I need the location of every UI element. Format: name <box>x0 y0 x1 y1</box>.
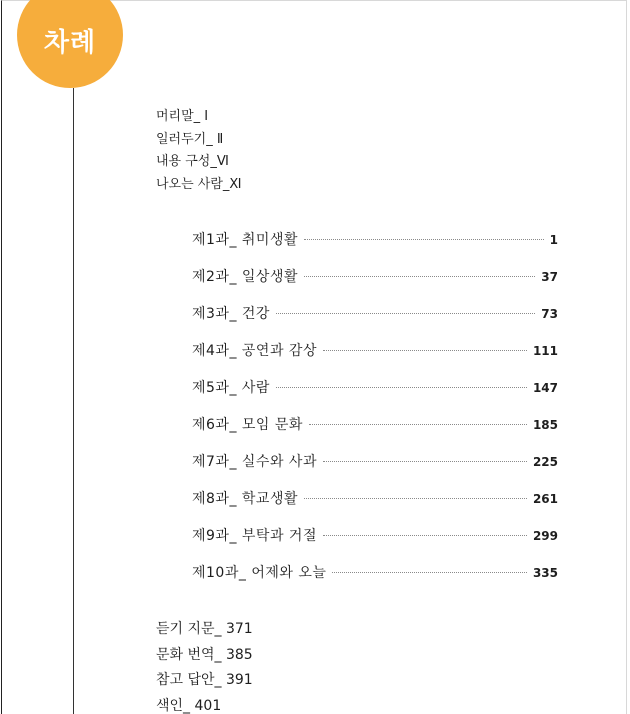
chapter-entry[interactable] <box>192 451 558 488</box>
chapter-title: 제2과_ 일상생활 <box>192 269 299 285</box>
dot-leader <box>332 572 527 573</box>
chapter-title: 제5과_ 사람 <box>192 380 270 396</box>
chapter-page: 1 <box>549 233 558 247</box>
chapter-page: 335 <box>532 566 558 580</box>
dot-leader <box>304 276 535 277</box>
dot-leader <box>276 387 527 388</box>
front-matter-item[interactable]: 나오는 사람_Ⅺ <box>156 176 242 192</box>
chapter-page: 225 <box>532 455 558 469</box>
back-matter-list <box>156 617 253 714</box>
chapter-entry[interactable] <box>192 303 558 340</box>
chapter-entry[interactable] <box>192 266 558 303</box>
dot-leader <box>276 313 535 314</box>
chapter-title: 제7과_ 실수와 사과 <box>192 454 317 470</box>
chapter-title: 제6과_ 모임 문화 <box>192 417 303 433</box>
back-matter-item[interactable]: 참고 답안_ 391 <box>156 672 253 688</box>
chapter-title: 제8과_ 학교생활 <box>192 491 299 507</box>
back-matter-item[interactable]: 듣기 지문_ 371 <box>156 621 253 637</box>
chapter-title: 제4과_ 공연과 감상 <box>192 343 317 359</box>
chapter-entry[interactable] <box>192 229 558 266</box>
chapter-page: 147 <box>532 381 558 395</box>
chapter-title: 제9과_ 부탁과 거절 <box>192 528 317 544</box>
chapter-entry[interactable] <box>192 414 558 451</box>
front-matter-list <box>156 106 242 196</box>
dot-leader <box>309 424 527 425</box>
back-matter-item[interactable]: 색인_ 401 <box>156 697 222 714</box>
chapter-entry[interactable] <box>192 562 558 599</box>
front-matter-item[interactable]: 내용 구성_Ⅵ <box>156 154 229 169</box>
dot-leader <box>323 461 527 462</box>
chapter-entry[interactable] <box>192 377 558 414</box>
chapter-page: 73 <box>541 307 558 321</box>
dot-leader <box>323 535 527 536</box>
front-matter-item[interactable]: 일러두기_ Ⅱ <box>156 131 224 147</box>
chapter-entry[interactable] <box>192 525 558 562</box>
chapter-page: 111 <box>532 344 558 358</box>
back-matter-item[interactable]: 문화 번역_ 385 <box>156 646 253 663</box>
chapter-page: 37 <box>541 270 558 284</box>
chapter-page: 299 <box>532 529 558 543</box>
dot-leader <box>304 239 544 240</box>
chapter-page: 261 <box>532 492 558 506</box>
page-title: 차례 <box>43 28 97 58</box>
front-matter-item[interactable]: 머리말_ Ⅰ <box>156 109 209 124</box>
vertical-rule <box>73 88 74 714</box>
chapter-title: 제1과_ 취미생활 <box>192 232 299 248</box>
chapter-list <box>192 229 558 599</box>
chapter-page: 185 <box>532 418 558 432</box>
chapter-title: 제10과_ 어제와 오늘 <box>192 565 327 581</box>
chapter-entry[interactable] <box>192 488 558 525</box>
chapter-entry[interactable] <box>192 340 558 377</box>
chapter-title: 제3과_ 건강 <box>192 306 270 322</box>
dot-leader <box>304 498 527 499</box>
dot-leader <box>323 350 527 351</box>
